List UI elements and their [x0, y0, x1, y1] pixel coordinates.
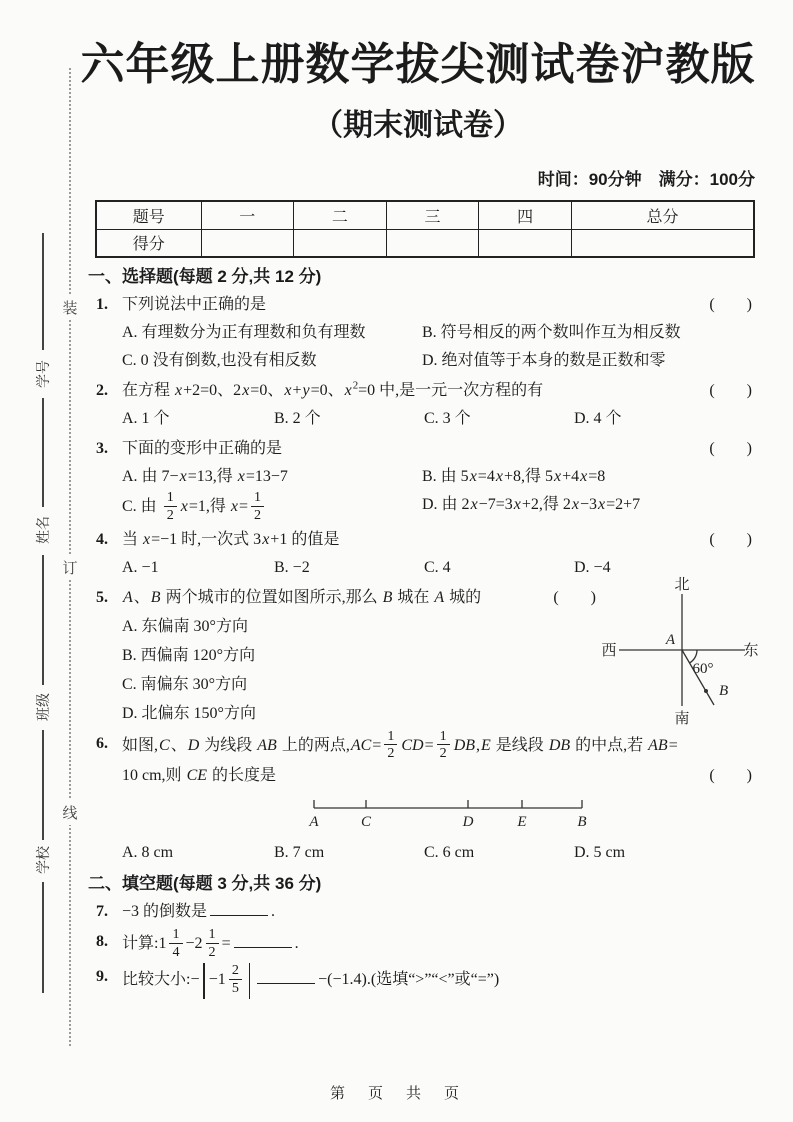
- option: C. 6 cm: [424, 844, 475, 862]
- answer-parentheses: ( ): [709, 440, 752, 457]
- student-school-label: 学校: [37, 846, 52, 874]
- question-stem: [96, 377, 756, 405]
- question-stem: [96, 762, 756, 790]
- compass-label: 南: [674, 710, 690, 726]
- compass-label: A: [665, 631, 675, 648]
- option: A. 1 个: [122, 410, 170, 427]
- stem-text: 如图,C、D 为线段 AB 上的两点,AC= $\frac{1}{2}$ CD= $\frac{1}{2}$ DB,E 是线段 DB 的中点,若 AB=: [122, 727, 678, 762]
- option: D. 绝对值等于本身的数是正数和零: [422, 352, 666, 369]
- compass-label: B: [719, 682, 729, 699]
- score-table-cell-timu: 题号: [96, 201, 201, 229]
- question-7: [96, 898, 756, 926]
- option: D. 5 cm: [574, 844, 626, 862]
- options: [122, 405, 756, 433]
- student-info-line: [42, 882, 44, 993]
- answer-parentheses: ( ): [709, 296, 752, 313]
- option: C. 3 个: [424, 410, 471, 427]
- option: B. −2: [274, 558, 310, 576]
- section-heading-1: 一、选择题(每题 2 分,共 12 分): [88, 267, 322, 286]
- question-8: [96, 928, 756, 961]
- stem-text: 10 cm,则 CE 的长度是: [122, 767, 277, 785]
- section-heading-2: 二、填空题(每题 3 分,共 36 分): [88, 874, 322, 894]
- fill-in-blank: [210, 901, 268, 916]
- score-cell-empty: [572, 229, 755, 257]
- student-info-line: [42, 555, 44, 685]
- question-stem: [96, 435, 756, 463]
- student-class-label: 班级: [37, 693, 52, 721]
- stem-text: 在方程 x+2=0、2x=0、x+y=0、$x^2=0$ 中,是一元一次方程的有: [122, 379, 544, 399]
- options: [122, 839, 756, 867]
- question-6: [96, 727, 756, 868]
- options: [122, 463, 756, 524]
- score-cell-empty: [294, 229, 387, 257]
- question-number: 2.: [96, 382, 108, 399]
- option: A. −1: [122, 558, 159, 576]
- question-stem: [96, 291, 756, 319]
- score-table-cell-three: 三: [386, 201, 479, 229]
- stem-text: 当 x=−1 时,一次式 3x+1 的值是: [122, 530, 340, 548]
- question-stem: [96, 727, 756, 763]
- question-2: [96, 377, 756, 433]
- student-name-label: 姓名: [37, 516, 52, 544]
- question-9: [96, 963, 756, 999]
- segment-point-label: E: [517, 814, 527, 831]
- stem-text: A、B 两个城市的位置如图所示,那么 B 城在 A 城的: [123, 588, 482, 606]
- question-number: 4.: [96, 530, 108, 548]
- score-table-cell-one: 一: [201, 201, 294, 229]
- option: B. 2 个: [274, 410, 321, 427]
- option: B. 7 cm: [274, 844, 325, 862]
- score-table-cell-defen: 得分: [96, 229, 201, 257]
- option: D. 4 个: [574, 410, 622, 427]
- segment-point-label: A: [309, 814, 319, 831]
- option: B. 西偏南 120°方向: [122, 646, 256, 664]
- question-number: 7.: [96, 903, 108, 921]
- question-number: 8.: [96, 933, 108, 951]
- score-cell-empty: [386, 229, 479, 257]
- answer-parentheses: ( ): [709, 767, 752, 785]
- compass-label: 东: [743, 642, 759, 659]
- compass-label: 北: [674, 576, 690, 593]
- fill-in-blank: [257, 969, 315, 984]
- stem-text: 下列说法中正确的是: [122, 296, 267, 313]
- absolute-value-bar: [203, 963, 204, 999]
- option: A. 有理数分为正有理数和负有理数: [122, 324, 366, 341]
- absolute-value-bar: [249, 963, 250, 999]
- option: C. 0 没有倒数,也没有相反数: [122, 352, 317, 369]
- questions-area: [88, 262, 759, 1001]
- score-table-score-row: [96, 229, 754, 257]
- stem-text: 比较大小:− −1 $\frac{2}{5}$ −(−1.4).(选填“>”“<”或“=”): [122, 971, 499, 988]
- question-stem: [96, 963, 756, 999]
- score-table: [95, 200, 755, 258]
- question-number: 6.: [96, 734, 108, 752]
- options: [122, 319, 756, 375]
- question-3: [96, 435, 756, 524]
- option: D. −4: [574, 558, 611, 576]
- fill-in-blank: [234, 933, 292, 948]
- segment-point-label: B: [577, 814, 587, 831]
- option: A. 东偏南 30°方向: [122, 617, 248, 635]
- score-table-header-row: [96, 201, 754, 229]
- option: C. 4: [424, 558, 451, 576]
- question-number: 3.: [96, 440, 108, 457]
- binding-char-zhuang: 装: [61, 295, 79, 320]
- stem-text: −3 的倒数是 .: [122, 903, 276, 921]
- answer-parentheses: ( ): [553, 588, 596, 606]
- question-number: 5.: [96, 588, 108, 606]
- student-number-label: 学号: [37, 360, 52, 388]
- score-table-cell-two: 二: [294, 201, 387, 229]
- student-info-line: [42, 398, 44, 507]
- score-cell-empty: [201, 229, 294, 257]
- answer-parentheses: ( ): [709, 382, 752, 399]
- time-score-meta: 时间：90分钟 满分：100分: [537, 170, 755, 189]
- answer-parentheses: ( ): [709, 530, 752, 548]
- segment-point-label: D: [462, 814, 474, 831]
- question-stem: [96, 928, 756, 961]
- question-stem: [96, 526, 756, 554]
- option: D. 北偏东 150°方向: [122, 704, 256, 722]
- score-table-cell-total: 总分: [572, 201, 755, 229]
- segment-point-label: C: [360, 814, 372, 831]
- compass-label: 西: [601, 642, 617, 659]
- option: C. 南偏东 30°方向: [122, 675, 248, 693]
- segment-figure: [308, 796, 588, 830]
- option: A. 由 7−x=13,得 x=13−7: [122, 468, 288, 485]
- stem-text: 下面的变形中正确的是: [122, 440, 283, 457]
- option: B. 符号相反的两个数叫作互为相反数: [422, 324, 681, 341]
- page-footer: 第 页 共 页: [329, 1085, 463, 1102]
- question-1: [96, 291, 756, 375]
- question-stem: [96, 898, 756, 926]
- compass-label: 60°: [692, 660, 714, 677]
- compass-figure: [597, 574, 762, 726]
- score-table-cell-four: 四: [479, 201, 572, 229]
- option: D. 由 2x−7=3x+2,得 2x−3x=2+7: [422, 496, 641, 513]
- student-info-line: [42, 233, 44, 350]
- option: B. 由 5x=4x+8,得 5x+4x=8: [422, 468, 606, 485]
- question-number: 1.: [96, 296, 108, 313]
- option: C. 由 $\frac{1}{2}$ x=1,得 x= $\frac{1}{2}$: [122, 491, 422, 524]
- question-5: [96, 576, 759, 728]
- question-number: 9.: [96, 967, 108, 985]
- score-cell-empty: [479, 229, 572, 257]
- option: A. 8 cm: [122, 844, 174, 862]
- student-info-line: [42, 730, 44, 840]
- binding-char-ding: 订: [61, 555, 79, 580]
- binding-char-xian: 线: [61, 800, 79, 825]
- stem-text: 计算:1 $\frac{1}{4}$ −2 $\frac{1}{2}$ = .: [122, 926, 299, 960]
- paper-subtitle: （期末测试卷）: [313, 109, 523, 142]
- paper-title: 六年级上册数学拔尖测试卷沪教版: [80, 40, 756, 89]
